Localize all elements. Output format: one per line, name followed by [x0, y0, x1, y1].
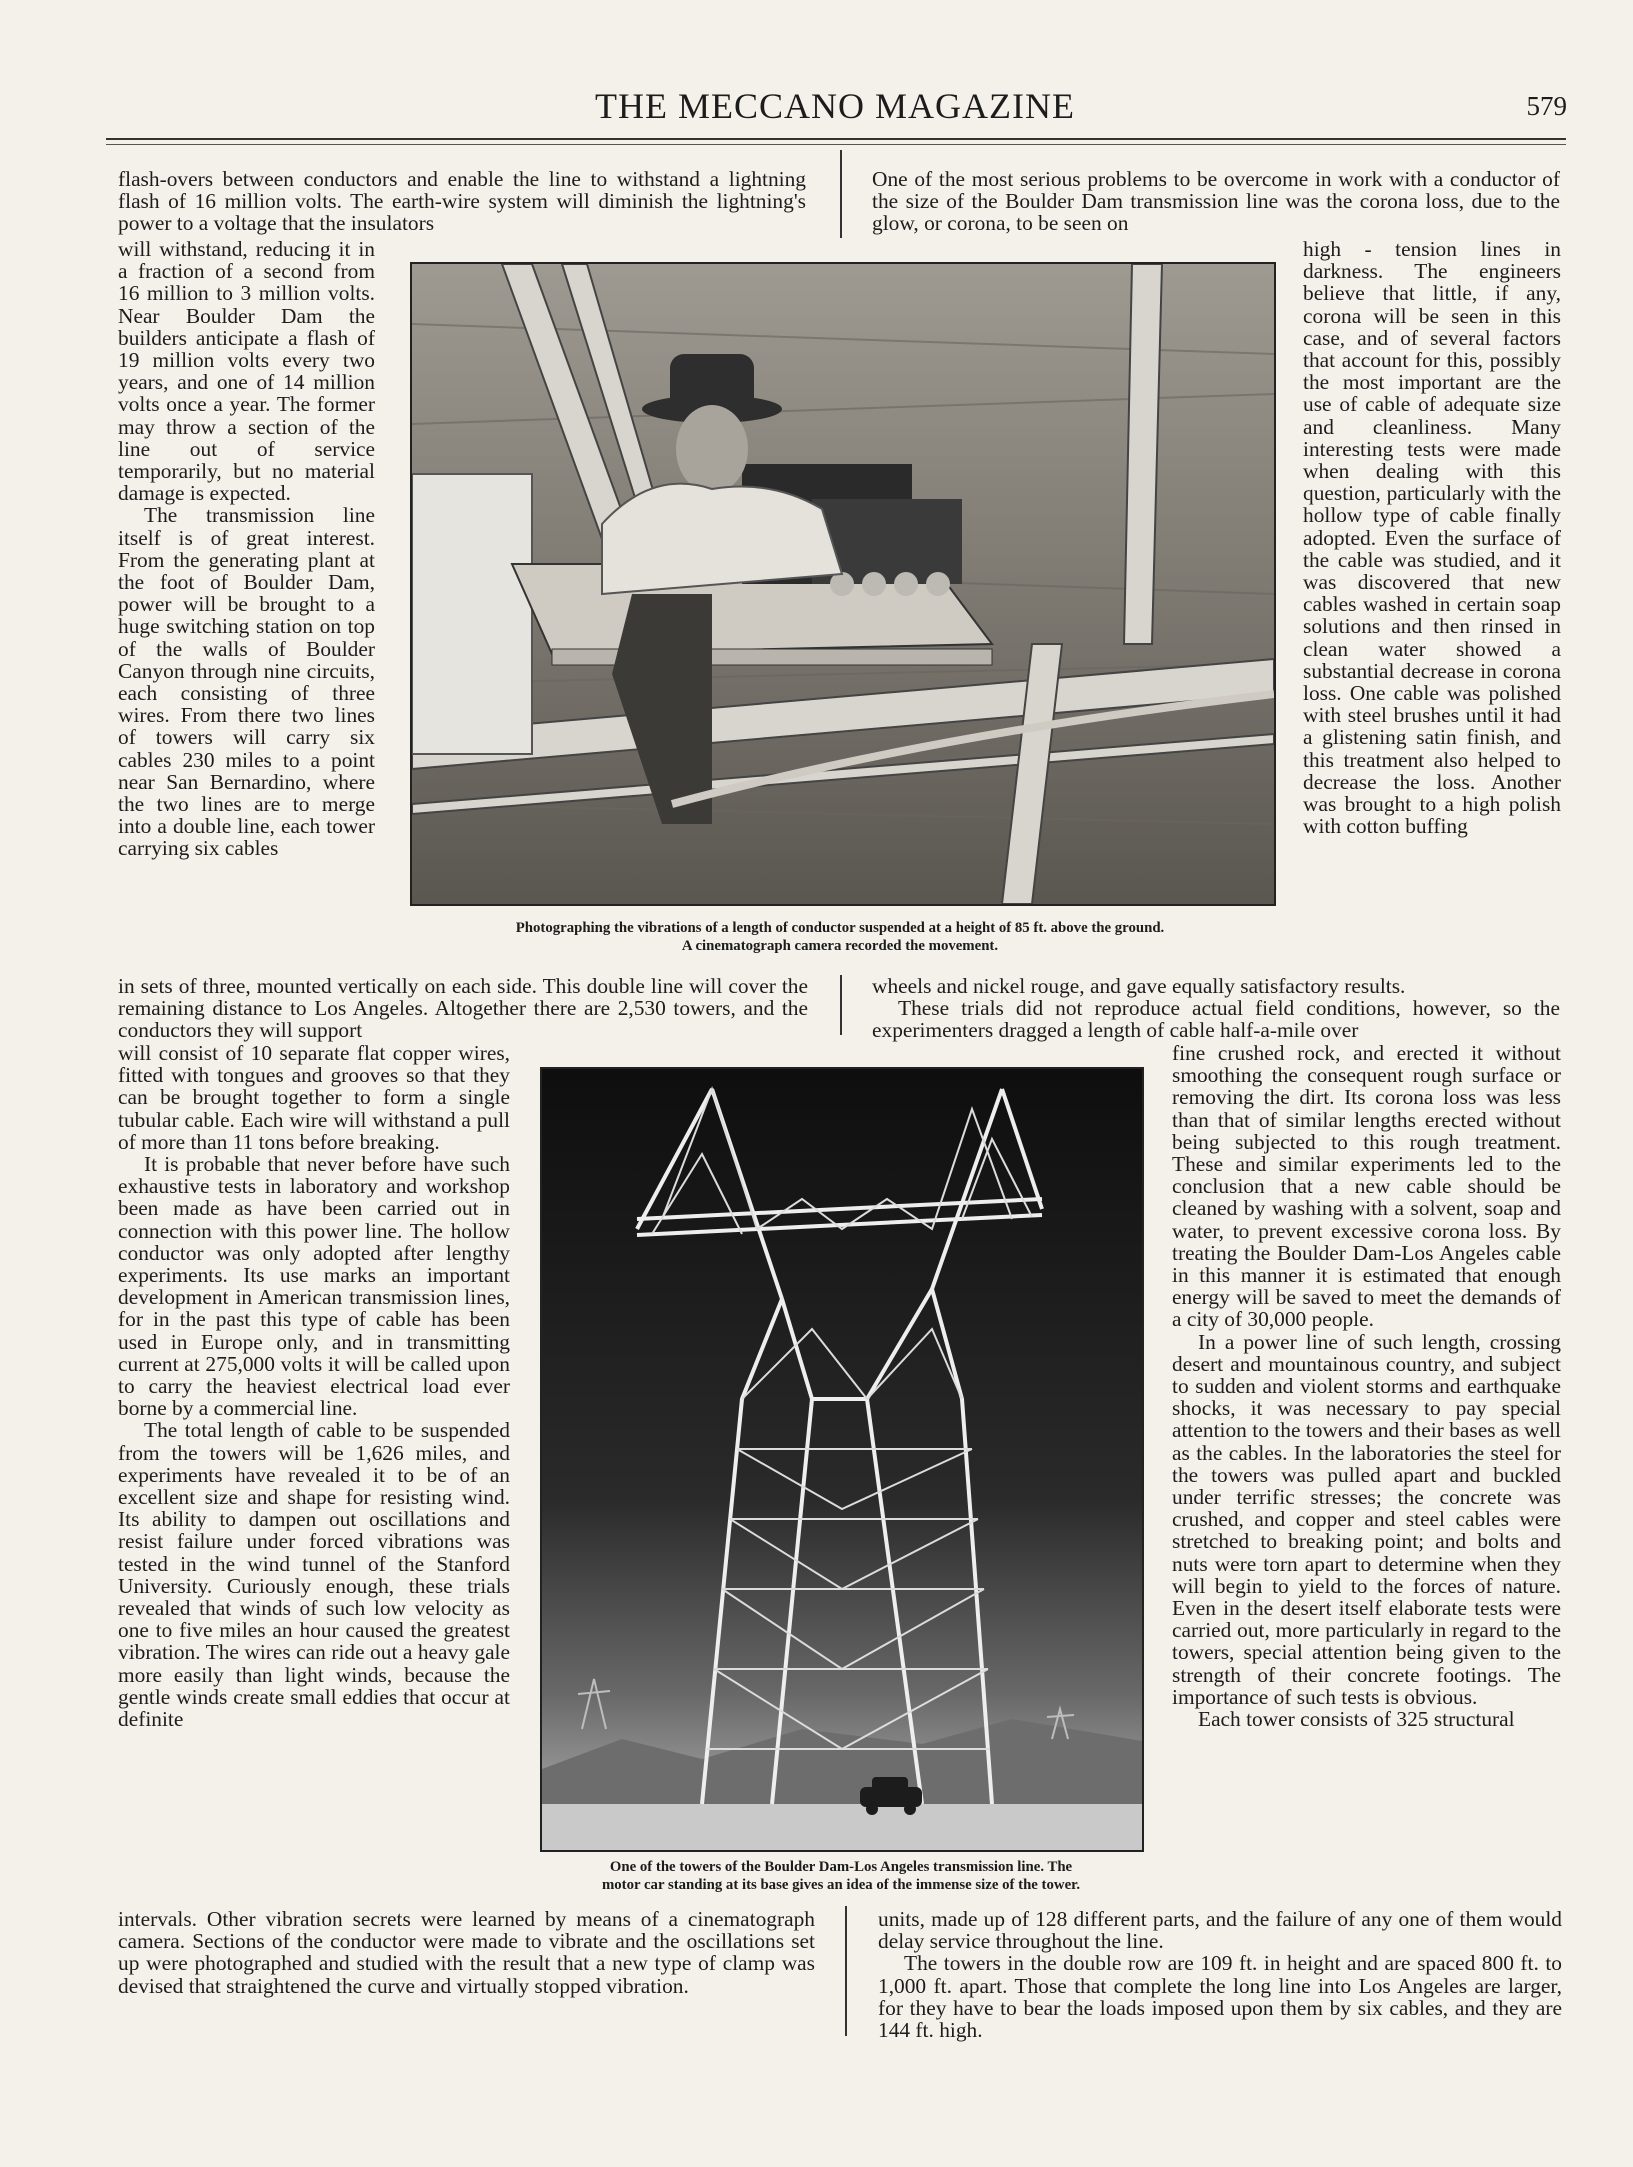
- text-bottom-right: units, made up of 128 different parts, and the failure of any one of them would delay service throughout the line. The towers in the double row are 109 ft. in height and are spaced 800 ft. to 1,000 ft. apart. Those that complete the long line into Los Angeles are larger, for they have to bear the loads imposed upon them by six cables, and they are 144 ft. high.: [878, 1907, 1562, 2043]
- text-top-left: flash-overs between conductors and enable the line to withstand a lightning flash of 16 million volts. The earth-wire system will diminish the lightning's power to a voltage that the insulators: [118, 167, 806, 236]
- magazine-title: THE MECCANO MAGAZINE: [595, 86, 1075, 126]
- page-number: 579: [1526, 91, 1567, 121]
- column-divider-bottom: [845, 1906, 847, 2036]
- photo-transmission-tower-image: [542, 1069, 1142, 1850]
- photo-vibration-test: [410, 262, 1276, 906]
- header-rule: [106, 138, 1566, 140]
- text-right-beside-tower: fine crushed rock, and erected it without smoothing the consequent rough surface or removing the dirt. Its corona loss was less than that of similar lengths erected without being subjected to this rough treatment. These and similar experiments led to the conclusion that a new cable should be cleaned by washing with a solvent, soap and water, to prevent excessive corona loss. By treating the Boulder Dam-Los Angeles cable in this manner it is estimated that enough energy will be saved to meet the demands of a city of 30,000 people. In a power line of such length, crossing desert and mountainous country, and subject to sudden and violent storms and earthquake shocks, it was necessary to pay special attention to the towers and their bases as well as the cables. In the laboratories the steel for the towers was pulled apart and buckled under terrific stresses; the concrete was crushed, and copper and steel cables were stretched to breaking point; and bolts and nuts were torn apart to determine when they will begin to yield to the forces of nature. Even in the desert itself elaborate tests were carried out, more particularly in regard to the towers, special attention being given to the strength of their concrete footings. The importance of such tests is obvious. Each tower consists of 325 structural: [1172, 1041, 1561, 1732]
- text-top-right: One of the most serious problems to be overcome in work with a conductor of the size of the Boulder Dam transmission line was the corona loss, due to the glow, or corona, to be seen on: [872, 167, 1560, 236]
- header-rule-thin: [106, 144, 1566, 145]
- photo-transmission-tower: [540, 1067, 1144, 1852]
- text-right-wrap: high - tension lines in darkness. The engineers believe that little, if any, corona will be seen in this case, and of several factors that account for this, possibly the most important are the use of cable of adequate size and cleanliness. Many interesting tests were made when dealing with this question, particularly with the hollow type of cable finally adopted. Even the surface of the cable was studied, and it was discovered that new cables washed in certain soap solutions and then rinsed in clean water showed a substantial decrease in corona loss. One cable was polished with steel brushes until it had a glistening satin finish, and this treatment also helped to decrease the loss. Another was brought to a high polish with cotton buffing: [1303, 237, 1561, 839]
- page-header: [100, 85, 1570, 135]
- text-mid-left: in sets of three, mounted vertically on each side. This double line will cover the remaining distance to Los Angeles. Altogether there are 2,530 towers, and the conductors they will support: [118, 974, 808, 1043]
- text-left-wrap: will withstand, reducing it in a fraction of a second from 16 million to 3 million volts. Near Boulder Dam the builders anticipate a flash of 19 million volts every two years, and one of 14 million volts once a year. The former may throw a section of the line out of service temporarily, but no material damage is expected. The transmission line itself is of great interest. From the generating plant at the foot of Boulder Dam, power will be brought to a huge switching station on top of the walls of Boulder Canyon through nine circuits, each consisting of three wires. From there two lines of towers will carry six cables 230 miles to a point near San Bernardino, where the two lines are to merge into a double line, each tower carrying six cables: [118, 237, 375, 861]
- column-divider-top: [840, 150, 842, 238]
- photo-vibration-test-image: [412, 264, 1274, 904]
- text-mid-right: wheels and nickel rouge, and gave equally satisfactory results. These trials did not reproduce actual field conditions, however, so the experimenters dragged a length of cable half-a-mile over: [872, 974, 1560, 1043]
- column-divider-middle: [840, 975, 842, 1035]
- photo-tower-caption: One of the towers of the Boulder Dam-Los Angeles transmission line. The motor car standing at its base gives an idea of the immense size of the tower.: [601, 1859, 1081, 1893]
- photo-vibration-caption: Photographing the vibrations of a length of conductor suspended at a height of 85 ft. above the ground. A cinematograph camera recorded the movement.: [515, 920, 1165, 954]
- text-bottom-left: intervals. Other vibration secrets were learned by means of a cinematograph camera. Sections of the conductor were made to vibrate and the oscillations set up were photographed and studied with the result that a new type of clamp was devised that straightened the curve and virtually stopped vibration.: [118, 1907, 815, 1998]
- text-left-beside-tower: will consist of 10 separate flat copper wires, fitted with tongues and grooves so that they can be brought together to form a single tubular cable. Each wire will withstand a pull of more than 11 tons before breaking. It is probable that never before have such exhaustive tests in laboratory and workshop been made as have been carried out in connection with this power line. The hollow conductor was only adopted after lengthy experiments. Its use marks an important development in American transmission lines, for in the past this type of cable has been used in Europe only, and in transmitting current at 275,000 volts it will be called upon to carry the heaviest electrical load ever borne by a commercial line. The total length of cable to be suspended from the towers will be 1,626 miles, and experiments have revealed it to be of an excellent size and shape for resisting wind. Its ability to dampen out oscillations and resist failure under forced vibrations was tested in the wind tunnel of the Stanford University. Curiously enough, these trials revealed that winds of such low velocity as one to five miles an hour caused the greatest vibration. The wires can ride out a heavy gale more easily than light winds, because the gentle winds create small eddies that occur at definite: [118, 1041, 510, 1732]
